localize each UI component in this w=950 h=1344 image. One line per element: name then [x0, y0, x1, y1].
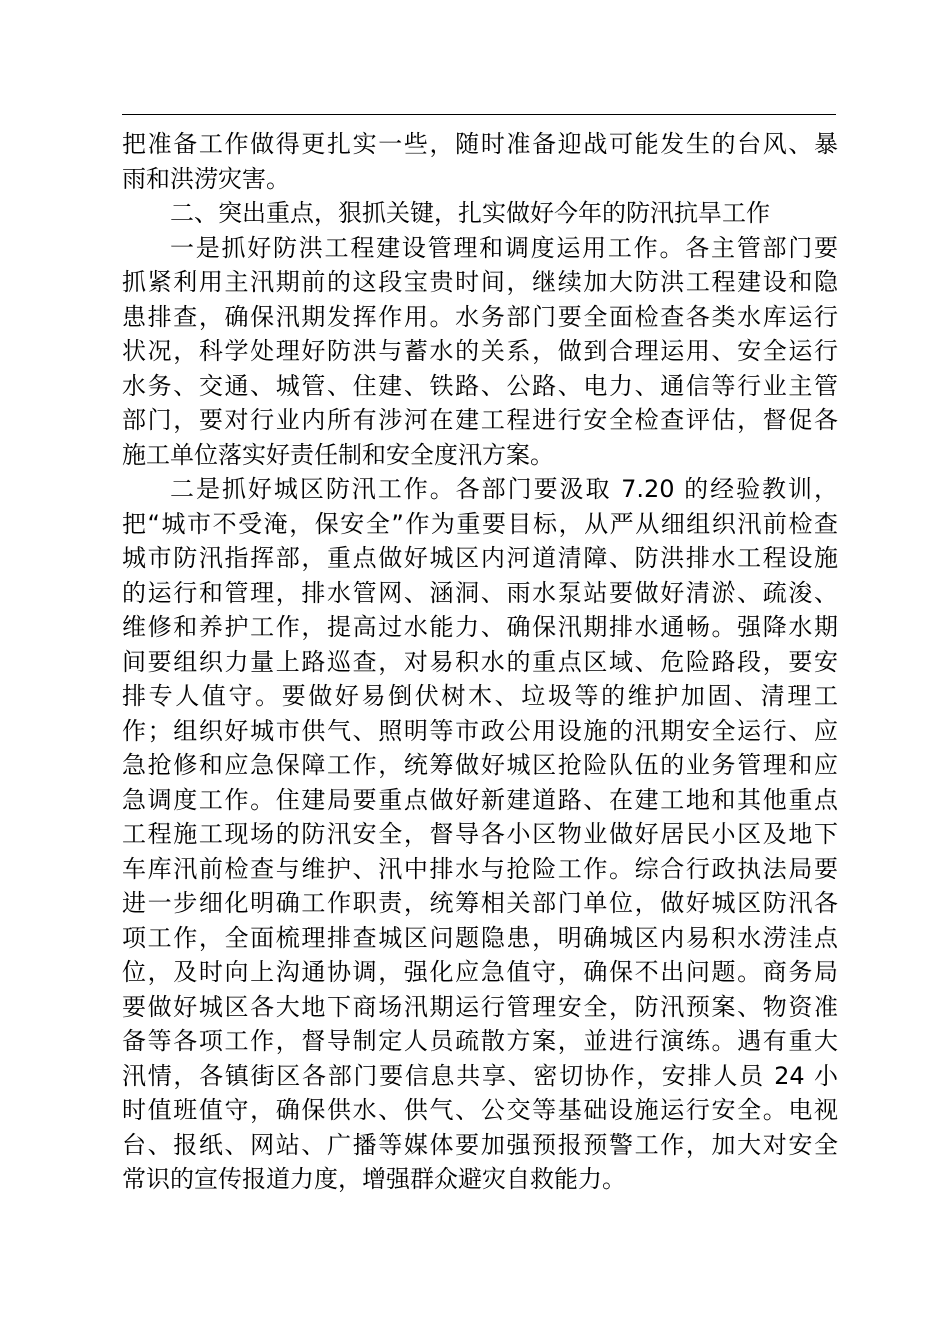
text-line: 城市防汛指挥部，重点做好城区内河道清障、防洪排水工程设施 — [122, 544, 838, 572]
text-line: 台、报纸、网站、广播等媒体要加强预报预警工作，加大对安全 — [122, 1130, 838, 1159]
text-line: 汛情，各镇街区各部门要信息共享、密切协作，安排人员 24 小 — [122, 1061, 838, 1090]
text-line: 项工作，全面梳理排查城区问题隐患，明确城区内易积水涝洼点 — [122, 923, 838, 952]
text-line: 抓紧利用主汛期前的这段宝贵时间，继续加大防洪工程建设和隐 — [122, 268, 838, 296]
text-line: 位，及时向上沟通协调，强化应急值守，确保不出问题。商务局 — [122, 958, 838, 986]
text-line: 雨和洪涝灾害。 — [122, 164, 290, 193]
paragraph-first-line: 一是抓好防洪工程建设管理和调度运用工作。各主管部门要 — [170, 233, 838, 262]
text-line: 车库汛前检查与维护、汛中排水与抢险工作。综合行政执法局要 — [122, 854, 838, 883]
text-line: 施工单位落实好责任制和安全度汛方案。 — [122, 440, 554, 469]
text-line: 维修和养护工作，提高过水能力、确保汛期排水通畅。强降水期 — [122, 613, 838, 641]
text-line: 水务、交通、城管、住建、铁路、公路、电力、通信等行业主管 — [122, 371, 838, 400]
text-line: 把准备工作做得更扎实一些，随时准备迎战可能发生的台风、暴 — [122, 130, 838, 158]
text-line: 备等各项工作，督导制定人员疏散方案，並进行演练。遇有重大 — [122, 1027, 838, 1055]
text-line: 状况，科学处理好防洪与蓄水的关系，做到合理运用、安全运行 — [122, 337, 838, 365]
section-heading: 二、突出重点，狠抓关键，扎实做好今年的防汛抗旱工作 — [170, 199, 770, 227]
text-line: 常识的宣传报道力度，增强群众避灾自救能力。 — [122, 1165, 626, 1193]
text-line: 作；组织好城市供气、照明等市政公用设施的汛期安全运行、应 — [122, 716, 838, 745]
text-line: 排专人值守。要做好易倒伏树木、垃圾等的维护加固、清理工 — [122, 682, 838, 710]
document-body — [122, 127, 838, 1197]
text-line: 的运行和管理，排水管网、涵洞、雨水泵站要做好清淤、疏浚、 — [122, 578, 838, 607]
text-line: 急抢修和应急保障工作，统筹做好城区抢险队伍的业务管理和应 — [122, 751, 838, 779]
text-line: 要做好城区各大地下商场汛期运行管理安全，防汛预案、物资准 — [122, 992, 838, 1021]
header-rule — [122, 114, 836, 115]
text-line: 时值班值守，确保供水、供气、公交等基础设施运行安全。电视 — [122, 1096, 838, 1124]
text-line: 工程施工现场的防汛安全，督导各小区物业做好居民小区及地下 — [122, 820, 838, 848]
text-line: 把“城市不受淹，保安全”作为重要目标，从严从细组织汛前检查 — [122, 509, 838, 538]
text-line: 患排查，确保汛期发挥作用。水务部门要全面检查各类水库运行 — [122, 302, 838, 331]
paragraph-first-line: 二是抓好城区防汛工作。各部门要汲取 7.20 的经验教训， — [170, 475, 838, 503]
text-line: 急调度工作。住建局要重点做好新建道路、在建工地和其他重点 — [122, 785, 838, 814]
text-line: 进一步细化明确工作职责，统筹相关部门单位，做好城区防汛各 — [122, 889, 838, 917]
text-line: 部门，要对行业内所有涉河在建工程进行安全检查评估，督促各 — [122, 406, 838, 434]
text-line: 间要组织力量上路巡查，对易积水的重点区域、危险路段，要安 — [122, 647, 838, 676]
